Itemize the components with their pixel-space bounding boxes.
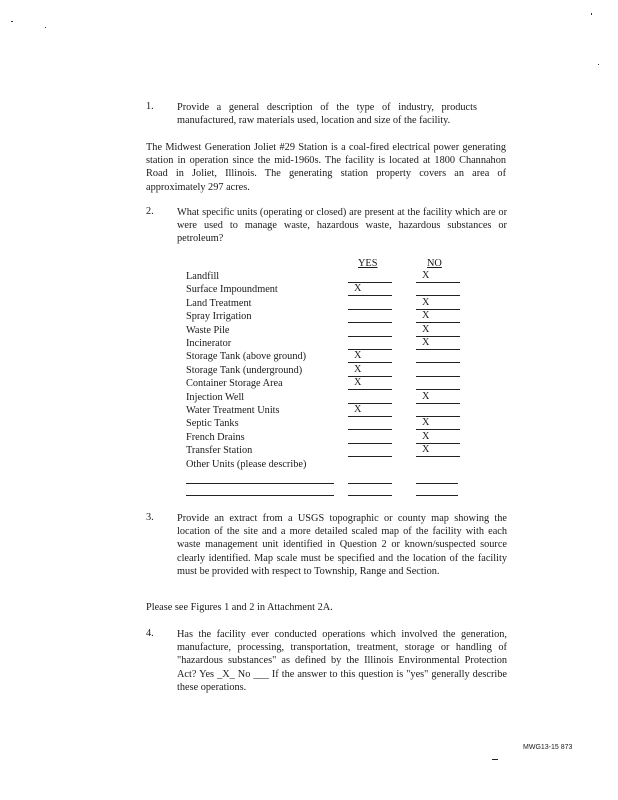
answer-1-text: The Midwest Generation Joliet #29 Station is a coal-fired electrical power generating station in operation since the mid-1960s. The facility is located at 1800 Channahon Road in Joliet, Illinois. The generating station property covers an area of approximately 297 acres. xyxy=(146,142,506,193)
question-3-number: 3. xyxy=(146,512,154,523)
no-answer-blank xyxy=(416,297,460,310)
no-answer-blank xyxy=(416,364,460,377)
question-4-text: Has the facility ever conducted operations which involved the generation, manufacture, processing, transportation, treatment, storage or handling of "hazardous substances" as defined by the Illinois Environmental Protection Act? Yes _X_ No ___ If the answer to this question is "yes" generally describe these operations. xyxy=(177,629,507,693)
no-answer-blank xyxy=(416,350,460,363)
yes-answer-blank xyxy=(348,431,392,444)
scan-speck xyxy=(11,21,13,22)
yes-mark: X xyxy=(354,404,362,415)
yes-answer-blank xyxy=(348,444,392,457)
table-row xyxy=(186,324,466,337)
unit-label: Surface Impoundment xyxy=(186,284,278,296)
unit-label: Container Storage Area xyxy=(186,378,283,390)
yes-answer-blank xyxy=(348,337,392,350)
unit-label: French Drains xyxy=(186,431,245,443)
yes-answer-blank xyxy=(348,310,392,323)
no-answer-blank xyxy=(416,377,460,390)
yes-answer-blank xyxy=(348,377,392,390)
scan-speck xyxy=(598,64,599,65)
table-row xyxy=(186,404,466,417)
no-answer-blank xyxy=(416,310,460,323)
no-answer-blank xyxy=(416,270,460,283)
unit-label: Waste Pile xyxy=(186,324,230,336)
no-mark: X xyxy=(422,417,430,429)
table-row xyxy=(186,458,466,471)
no-answer-blank xyxy=(416,444,460,457)
table-row xyxy=(186,283,466,296)
unit-label: Land Treatment xyxy=(186,297,252,309)
yes-answer-blank xyxy=(348,391,392,404)
unit-label: Septic Tanks xyxy=(186,418,239,430)
no-answer-blank xyxy=(416,417,460,430)
answer-3-text: Please see Figures 1 and 2 in Attachment 2A. xyxy=(146,602,333,613)
unit-label: Transfer Station xyxy=(186,445,253,457)
other-units-no-blank-line xyxy=(416,495,458,496)
no-mark: X xyxy=(422,337,430,348)
no-mark: X xyxy=(422,296,430,308)
yes-mark: X xyxy=(354,283,362,295)
unit-label: Water Treatment Units xyxy=(186,405,280,416)
yes-answer-blank xyxy=(348,270,392,283)
table-row xyxy=(186,377,466,390)
table-row xyxy=(186,350,466,363)
unit-label: Landfill xyxy=(186,271,220,282)
table-row xyxy=(186,417,466,430)
question-2-text: What specific units (operating or closed) are present at the facility which are or were used to manage waste, hazardous waste, hazardous substances or petroleum? xyxy=(177,207,507,245)
table-row xyxy=(186,364,466,377)
no-answer-blank xyxy=(416,283,460,296)
no-mark: X xyxy=(422,444,430,456)
table-row xyxy=(186,270,466,283)
table-row xyxy=(186,310,466,323)
table-row xyxy=(186,391,466,404)
bates-number: MWG13-15 873 xyxy=(523,744,573,751)
other-units-blank-line xyxy=(186,483,334,484)
unit-label: Incinerator xyxy=(186,338,232,349)
no-mark: X xyxy=(422,323,430,335)
yes-answer-blank xyxy=(348,404,392,417)
no-mark: X xyxy=(422,310,430,322)
scan-speck xyxy=(45,27,46,28)
table-row xyxy=(186,444,466,457)
question-2-number: 2. xyxy=(146,206,154,217)
no-answer-blank xyxy=(416,324,460,337)
table-row xyxy=(186,337,466,350)
yes-answer-blank xyxy=(348,417,392,430)
no-mark: X xyxy=(422,390,430,402)
yes-answer-blank xyxy=(348,350,392,363)
yes-answer-blank xyxy=(348,364,392,377)
footer-dash xyxy=(492,759,498,760)
yes-answer-blank xyxy=(348,297,392,310)
unit-label: Other Units (please describe) xyxy=(186,458,307,470)
no-answer-blank xyxy=(416,404,460,417)
table-row xyxy=(186,431,466,444)
yes-mark: X xyxy=(354,377,362,389)
unit-label: Storage Tank (underground) xyxy=(186,364,303,376)
question-1-text: Provide a general description of the type of industry, products manufactured, raw materials used, location and size of the facility. xyxy=(177,102,477,127)
question-4-number: 4. xyxy=(146,628,154,639)
yes-answer-blank xyxy=(348,324,392,337)
no-answer-blank xyxy=(416,337,460,350)
unit-label: Injection Well xyxy=(186,391,245,403)
no-column-header: NO xyxy=(427,258,442,269)
yes-mark: X xyxy=(354,363,362,375)
table-row xyxy=(186,297,466,310)
question-3-text: Provide an extract from a USGS topographic or county map showing the location of the site and a more detailed scaled map of the facility with each waste management unit identified in Question 2 or known/suspected source clearly identified. Map scale must be specified and the location of the facility must be provided with respect to Township, Range and Section. xyxy=(177,513,507,577)
no-mark: X xyxy=(422,270,430,281)
no-answer-blank xyxy=(416,391,460,404)
other-units-yes-blank-line xyxy=(348,495,392,496)
other-units-no-blank-line xyxy=(416,483,458,484)
question-1-number: 1. xyxy=(146,101,154,112)
other-units-blank-line xyxy=(186,495,334,496)
unit-label: Storage Tank (above ground) xyxy=(186,351,307,363)
yes-answer-blank xyxy=(348,283,392,296)
no-mark: X xyxy=(422,430,430,442)
other-units-yes-blank-line xyxy=(348,483,392,484)
no-answer-blank xyxy=(416,431,460,444)
yes-mark: X xyxy=(354,350,362,362)
scan-speck xyxy=(591,13,592,15)
yes-column-header: YES xyxy=(358,258,378,269)
unit-label: Spray Irrigation xyxy=(186,311,252,323)
